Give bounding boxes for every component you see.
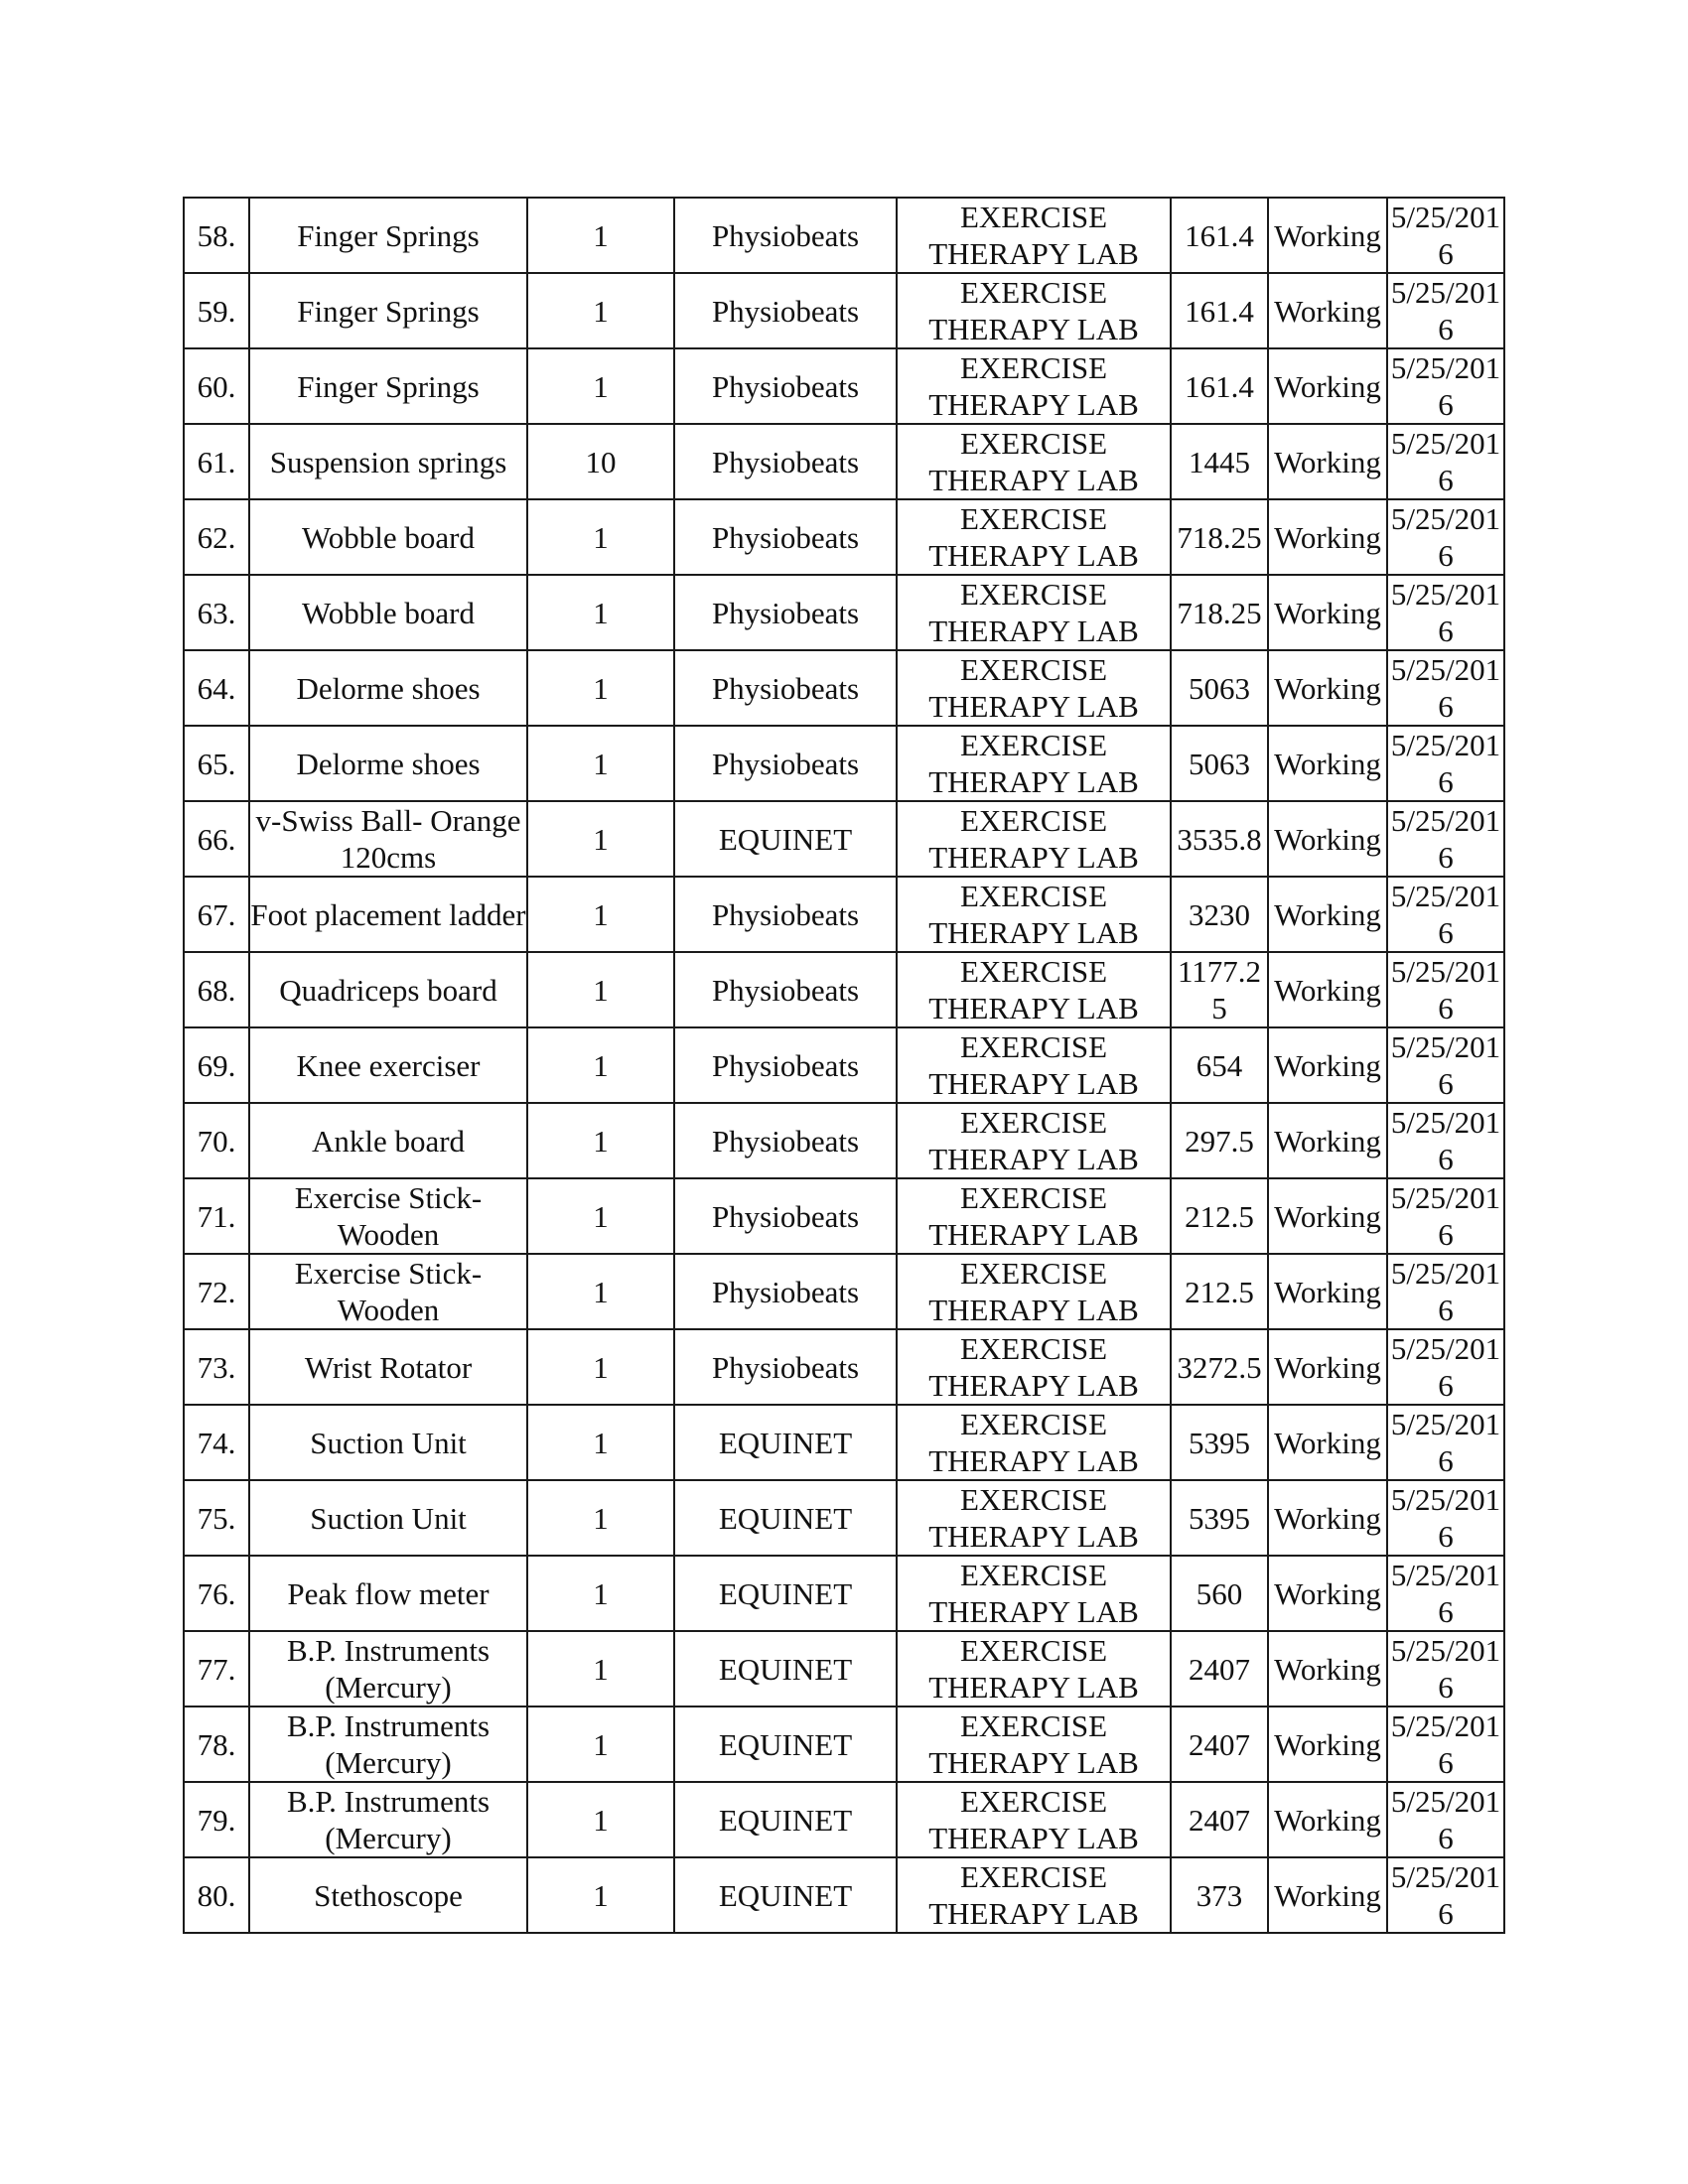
status-cell: Working: [1268, 1782, 1387, 1857]
supplier-cell: Physiobeats: [674, 198, 897, 273]
table-row: [184, 877, 1504, 952]
table-row: [184, 952, 1504, 1027]
quantity-cell: 1: [527, 1027, 674, 1103]
date-cell: 5/25/2016: [1387, 877, 1504, 952]
location-cell: EXERCISE THERAPY LAB: [897, 1178, 1171, 1254]
serial-number-cell: 67.: [184, 877, 249, 952]
cost-cell: 1177.25: [1171, 952, 1268, 1027]
item-name-cell: Delorme shoes: [249, 726, 527, 801]
location-cell: EXERCISE THERAPY LAB: [897, 877, 1171, 952]
location-cell: EXERCISE THERAPY LAB: [897, 273, 1171, 348]
status-cell: Working: [1268, 650, 1387, 726]
quantity-cell: 1: [527, 1103, 674, 1178]
supplier-cell: Physiobeats: [674, 1103, 897, 1178]
cost-cell: 161.4: [1171, 198, 1268, 273]
item-name-cell: Exercise Stick- Wooden: [249, 1254, 527, 1329]
cost-cell: 654: [1171, 1027, 1268, 1103]
cost-cell: 212.5: [1171, 1254, 1268, 1329]
location-cell: EXERCISE THERAPY LAB: [897, 650, 1171, 726]
location-cell: EXERCISE THERAPY LAB: [897, 348, 1171, 424]
cost-cell: 5395: [1171, 1480, 1268, 1556]
date-cell: 5/25/2016: [1387, 1556, 1504, 1631]
supplier-cell: Physiobeats: [674, 877, 897, 952]
serial-number-cell: 77.: [184, 1631, 249, 1706]
location-cell: EXERCISE THERAPY LAB: [897, 1027, 1171, 1103]
quantity-cell: 1: [527, 348, 674, 424]
supplier-cell: Physiobeats: [674, 273, 897, 348]
date-cell: 5/25/2016: [1387, 952, 1504, 1027]
serial-number-cell: 66.: [184, 801, 249, 877]
supplier-cell: Physiobeats: [674, 1254, 897, 1329]
serial-number-cell: 71.: [184, 1178, 249, 1254]
status-cell: Working: [1268, 1329, 1387, 1405]
location-cell: EXERCISE THERAPY LAB: [897, 499, 1171, 575]
serial-number-cell: 64.: [184, 650, 249, 726]
supplier-cell: Physiobeats: [674, 575, 897, 650]
quantity-cell: 1: [527, 1329, 674, 1405]
location-cell: EXERCISE THERAPY LAB: [897, 1857, 1171, 1933]
quantity-cell: 1: [527, 1857, 674, 1933]
supplier-cell: EQUINET: [674, 1480, 897, 1556]
status-cell: Working: [1268, 1706, 1387, 1782]
location-cell: EXERCISE THERAPY LAB: [897, 198, 1171, 273]
quantity-cell: 1: [527, 575, 674, 650]
status-cell: Working: [1268, 499, 1387, 575]
cost-cell: 2407: [1171, 1782, 1268, 1857]
equipment-table: [183, 197, 1505, 1934]
date-cell: 5/25/2016: [1387, 1782, 1504, 1857]
supplier-cell: Physiobeats: [674, 499, 897, 575]
quantity-cell: 1: [527, 1405, 674, 1480]
item-name-cell: v-Swiss Ball- Orange 120cms: [249, 801, 527, 877]
cost-cell: 3272.5: [1171, 1329, 1268, 1405]
table-row: [184, 1027, 1504, 1103]
supplier-cell: Physiobeats: [674, 424, 897, 499]
supplier-cell: EQUINET: [674, 1857, 897, 1933]
item-name-cell: Finger Springs: [249, 273, 527, 348]
table-row: [184, 726, 1504, 801]
serial-number-cell: 58.: [184, 198, 249, 273]
table-row: [184, 348, 1504, 424]
cost-cell: 718.25: [1171, 499, 1268, 575]
date-cell: 5/25/2016: [1387, 1103, 1504, 1178]
quantity-cell: 1: [527, 801, 674, 877]
location-cell: EXERCISE THERAPY LAB: [897, 801, 1171, 877]
item-name-cell: B.P. Instruments (Mercury): [249, 1706, 527, 1782]
item-name-cell: Exercise Stick- Wooden: [249, 1178, 527, 1254]
quantity-cell: 1: [527, 1254, 674, 1329]
quantity-cell: 1: [527, 198, 674, 273]
date-cell: 5/25/2016: [1387, 1027, 1504, 1103]
supplier-cell: Physiobeats: [674, 726, 897, 801]
quantity-cell: 1: [527, 1556, 674, 1631]
item-name-cell: Suspension springs: [249, 424, 527, 499]
location-cell: EXERCISE THERAPY LAB: [897, 575, 1171, 650]
cost-cell: 3535.8: [1171, 801, 1268, 877]
serial-number-cell: 75.: [184, 1480, 249, 1556]
date-cell: 5/25/2016: [1387, 273, 1504, 348]
date-cell: 5/25/2016: [1387, 198, 1504, 273]
cost-cell: 2407: [1171, 1706, 1268, 1782]
cost-cell: 212.5: [1171, 1178, 1268, 1254]
location-cell: EXERCISE THERAPY LAB: [897, 1782, 1171, 1857]
location-cell: EXERCISE THERAPY LAB: [897, 1706, 1171, 1782]
serial-number-cell: 65.: [184, 726, 249, 801]
table-row: [184, 1480, 1504, 1556]
quantity-cell: 1: [527, 273, 674, 348]
supplier-cell: Physiobeats: [674, 952, 897, 1027]
location-cell: EXERCISE THERAPY LAB: [897, 952, 1171, 1027]
status-cell: Working: [1268, 348, 1387, 424]
item-name-cell: Wobble board: [249, 499, 527, 575]
location-cell: EXERCISE THERAPY LAB: [897, 1480, 1171, 1556]
table-row: [184, 1782, 1504, 1857]
serial-number-cell: 68.: [184, 952, 249, 1027]
supplier-cell: EQUINET: [674, 1556, 897, 1631]
table-row: [184, 1857, 1504, 1933]
table-row: [184, 1103, 1504, 1178]
quantity-cell: 10: [527, 424, 674, 499]
cost-cell: 1445: [1171, 424, 1268, 499]
serial-number-cell: 70.: [184, 1103, 249, 1178]
quantity-cell: 1: [527, 1706, 674, 1782]
cost-cell: 5395: [1171, 1405, 1268, 1480]
item-name-cell: Ankle board: [249, 1103, 527, 1178]
status-cell: Working: [1268, 1103, 1387, 1178]
table-row: [184, 198, 1504, 273]
supplier-cell: Physiobeats: [674, 650, 897, 726]
supplier-cell: EQUINET: [674, 1782, 897, 1857]
serial-number-cell: 79.: [184, 1782, 249, 1857]
supplier-cell: EQUINET: [674, 801, 897, 877]
location-cell: EXERCISE THERAPY LAB: [897, 1103, 1171, 1178]
serial-number-cell: 73.: [184, 1329, 249, 1405]
serial-number-cell: 61.: [184, 424, 249, 499]
serial-number-cell: 69.: [184, 1027, 249, 1103]
item-name-cell: Stethoscope: [249, 1857, 527, 1933]
date-cell: 5/25/2016: [1387, 1178, 1504, 1254]
date-cell: 5/25/2016: [1387, 1631, 1504, 1706]
supplier-cell: EQUINET: [674, 1405, 897, 1480]
serial-number-cell: 62.: [184, 499, 249, 575]
item-name-cell: Quadriceps board: [249, 952, 527, 1027]
item-name-cell: Wobble board: [249, 575, 527, 650]
status-cell: Working: [1268, 198, 1387, 273]
serial-number-cell: 72.: [184, 1254, 249, 1329]
cost-cell: 297.5: [1171, 1103, 1268, 1178]
status-cell: Working: [1268, 801, 1387, 877]
cost-cell: 3230: [1171, 877, 1268, 952]
serial-number-cell: 59.: [184, 273, 249, 348]
serial-number-cell: 80.: [184, 1857, 249, 1933]
table-row: [184, 1405, 1504, 1480]
date-cell: 5/25/2016: [1387, 1329, 1504, 1405]
item-name-cell: Suction Unit: [249, 1405, 527, 1480]
quantity-cell: 1: [527, 650, 674, 726]
quantity-cell: 1: [527, 877, 674, 952]
table-row: [184, 650, 1504, 726]
quantity-cell: 1: [527, 1782, 674, 1857]
quantity-cell: 1: [527, 1480, 674, 1556]
serial-number-cell: 74.: [184, 1405, 249, 1480]
status-cell: Working: [1268, 273, 1387, 348]
quantity-cell: 1: [527, 952, 674, 1027]
status-cell: Working: [1268, 1857, 1387, 1933]
item-name-cell: B.P. Instruments (Mercury): [249, 1631, 527, 1706]
date-cell: 5/25/2016: [1387, 726, 1504, 801]
cost-cell: 560: [1171, 1556, 1268, 1631]
item-name-cell: Foot placement ladder: [249, 877, 527, 952]
status-cell: Working: [1268, 575, 1387, 650]
supplier-cell: Physiobeats: [674, 348, 897, 424]
date-cell: 5/25/2016: [1387, 1706, 1504, 1782]
table-row: [184, 1329, 1504, 1405]
table-row: [184, 801, 1504, 877]
location-cell: EXERCISE THERAPY LAB: [897, 1405, 1171, 1480]
table-row: [184, 1556, 1504, 1631]
date-cell: 5/25/2016: [1387, 424, 1504, 499]
cost-cell: 5063: [1171, 726, 1268, 801]
date-cell: 5/25/2016: [1387, 801, 1504, 877]
date-cell: 5/25/2016: [1387, 1405, 1504, 1480]
status-cell: Working: [1268, 877, 1387, 952]
status-cell: Working: [1268, 1178, 1387, 1254]
item-name-cell: B.P. Instruments (Mercury): [249, 1782, 527, 1857]
quantity-cell: 1: [527, 499, 674, 575]
cost-cell: 5063: [1171, 650, 1268, 726]
status-cell: Working: [1268, 1027, 1387, 1103]
item-name-cell: Wrist Rotator: [249, 1329, 527, 1405]
date-cell: 5/25/2016: [1387, 1254, 1504, 1329]
table-row: [184, 424, 1504, 499]
location-cell: EXERCISE THERAPY LAB: [897, 1631, 1171, 1706]
serial-number-cell: 78.: [184, 1706, 249, 1782]
date-cell: 5/25/2016: [1387, 499, 1504, 575]
table-row: [184, 1254, 1504, 1329]
table-row: [184, 575, 1504, 650]
location-cell: EXERCISE THERAPY LAB: [897, 1329, 1171, 1405]
location-cell: EXERCISE THERAPY LAB: [897, 1254, 1171, 1329]
serial-number-cell: 60.: [184, 348, 249, 424]
supplier-cell: EQUINET: [674, 1706, 897, 1782]
date-cell: 5/25/2016: [1387, 575, 1504, 650]
item-name-cell: Peak flow meter: [249, 1556, 527, 1631]
quantity-cell: 1: [527, 1178, 674, 1254]
status-cell: Working: [1268, 1556, 1387, 1631]
cost-cell: 718.25: [1171, 575, 1268, 650]
cost-cell: 2407: [1171, 1631, 1268, 1706]
supplier-cell: Physiobeats: [674, 1329, 897, 1405]
status-cell: Working: [1268, 1631, 1387, 1706]
equipment-table-body: [184, 198, 1504, 1933]
item-name-cell: Knee exerciser: [249, 1027, 527, 1103]
table-row: [184, 1706, 1504, 1782]
cost-cell: 373: [1171, 1857, 1268, 1933]
date-cell: 5/25/2016: [1387, 1857, 1504, 1933]
item-name-cell: Suction Unit: [249, 1480, 527, 1556]
serial-number-cell: 76.: [184, 1556, 249, 1631]
status-cell: Working: [1268, 1254, 1387, 1329]
quantity-cell: 1: [527, 726, 674, 801]
location-cell: EXERCISE THERAPY LAB: [897, 726, 1171, 801]
supplier-cell: EQUINET: [674, 1631, 897, 1706]
item-name-cell: Finger Springs: [249, 198, 527, 273]
item-name-cell: Delorme shoes: [249, 650, 527, 726]
table-row: [184, 1631, 1504, 1706]
item-name-cell: Finger Springs: [249, 348, 527, 424]
cost-cell: 161.4: [1171, 273, 1268, 348]
status-cell: Working: [1268, 424, 1387, 499]
date-cell: 5/25/2016: [1387, 650, 1504, 726]
supplier-cell: Physiobeats: [674, 1178, 897, 1254]
status-cell: Working: [1268, 1405, 1387, 1480]
supplier-cell: Physiobeats: [674, 1027, 897, 1103]
quantity-cell: 1: [527, 1631, 674, 1706]
status-cell: Working: [1268, 952, 1387, 1027]
location-cell: EXERCISE THERAPY LAB: [897, 424, 1171, 499]
location-cell: EXERCISE THERAPY LAB: [897, 1556, 1171, 1631]
date-cell: 5/25/2016: [1387, 348, 1504, 424]
status-cell: Working: [1268, 726, 1387, 801]
status-cell: Working: [1268, 1480, 1387, 1556]
serial-number-cell: 63.: [184, 575, 249, 650]
table-row: [184, 1178, 1504, 1254]
table-row: [184, 273, 1504, 348]
cost-cell: 161.4: [1171, 348, 1268, 424]
table-row: [184, 499, 1504, 575]
date-cell: 5/25/2016: [1387, 1480, 1504, 1556]
